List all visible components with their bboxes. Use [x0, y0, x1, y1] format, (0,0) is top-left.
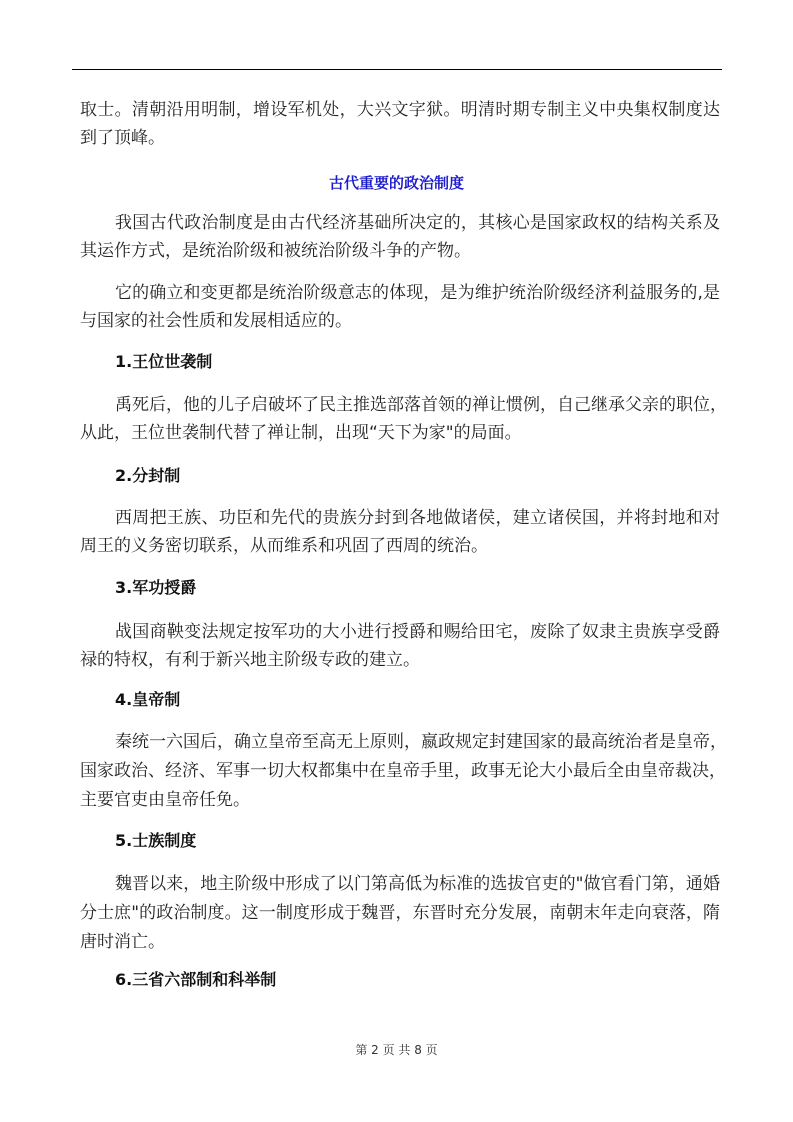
- paragraph-line: 国家政治、经济、军事一切大权都集中在皇帝手里，政事无论大小最后全由皇帝裁决，: [80, 761, 726, 781]
- header-rule: [72, 69, 722, 70]
- paragraph-line: 从此，王位世袭制代替了禅让制，出现“天下为家"的局面。: [80, 423, 522, 443]
- paragraph-line: 禹死后，他的儿子启破坏了民主推选部落首领的禅让惯例，自己继承父亲的职位，: [115, 395, 727, 415]
- paragraph-line: 禄的特权，有利于新兴地主阶级专政的建立。: [80, 650, 420, 670]
- item-heading: 4.皇帝制: [115, 690, 181, 709]
- intro-line: 取士。清朝沿用明制，增设军机处，大兴文字狱。明清时期专制主义中央集权制度达: [80, 100, 720, 120]
- paragraph-line: 周王的义务密切联系，从而维系和巩固了西周的统治。: [80, 536, 488, 556]
- paragraph-line: 西周把王族、功臣和先代的贵族分封到各地做诸侯，建立诸侯国，并将封地和对: [115, 508, 720, 528]
- intro-line: 到了顶峰。: [80, 128, 165, 148]
- item-heading: 3.军功授爵: [115, 578, 197, 597]
- paragraph-line: 与国家的社会性质和发展相适应的。: [80, 311, 352, 331]
- item-heading: 6.三省六部制和科举制: [115, 970, 277, 989]
- section-title: 古代重要的政治制度: [328, 174, 464, 192]
- paragraph-line: 秦统一六国后，确立皇帝至高无上原则，嬴政规定封建国家的最高统治者是皇帝，: [115, 732, 727, 752]
- paragraph-line: 魏晋以来，地主阶级中形成了以门第高低为标准的选拔官吏的"做官看门第，通婚: [115, 874, 720, 894]
- paragraph-line: 我国古代政治制度是由古代经济基础所决定的，其核心是国家政权的结构关系及: [115, 213, 720, 233]
- paragraph-line: 它的确立和变更都是统治阶级意志的体现，是为维护统治阶级经济利益服务的,是: [115, 283, 720, 303]
- item-heading: 5.士族制度: [115, 831, 197, 850]
- paragraph-line: 唐时消亡。: [80, 932, 165, 952]
- item-heading: 1.王位世袭制: [115, 352, 213, 371]
- paragraph-line: 其运作方式，是统治阶级和被统治阶级斗争的产物。: [80, 241, 471, 261]
- paragraph-line: 分士庶"的政治制度。这一制度形成于魏晋，东晋时充分发展，南朝末年走向衰落，隋: [80, 903, 720, 923]
- paragraph-line: 战国商鞅变法规定按军功的大小进行授爵和赐给田宅，废除了奴隶主贵族享受爵: [115, 622, 720, 642]
- page-number: 第 2 页 共 8 页: [355, 1043, 438, 1057]
- item-heading: 2.分封制: [115, 466, 181, 485]
- paragraph-line: 主要官吏由皇帝任免。: [80, 790, 250, 810]
